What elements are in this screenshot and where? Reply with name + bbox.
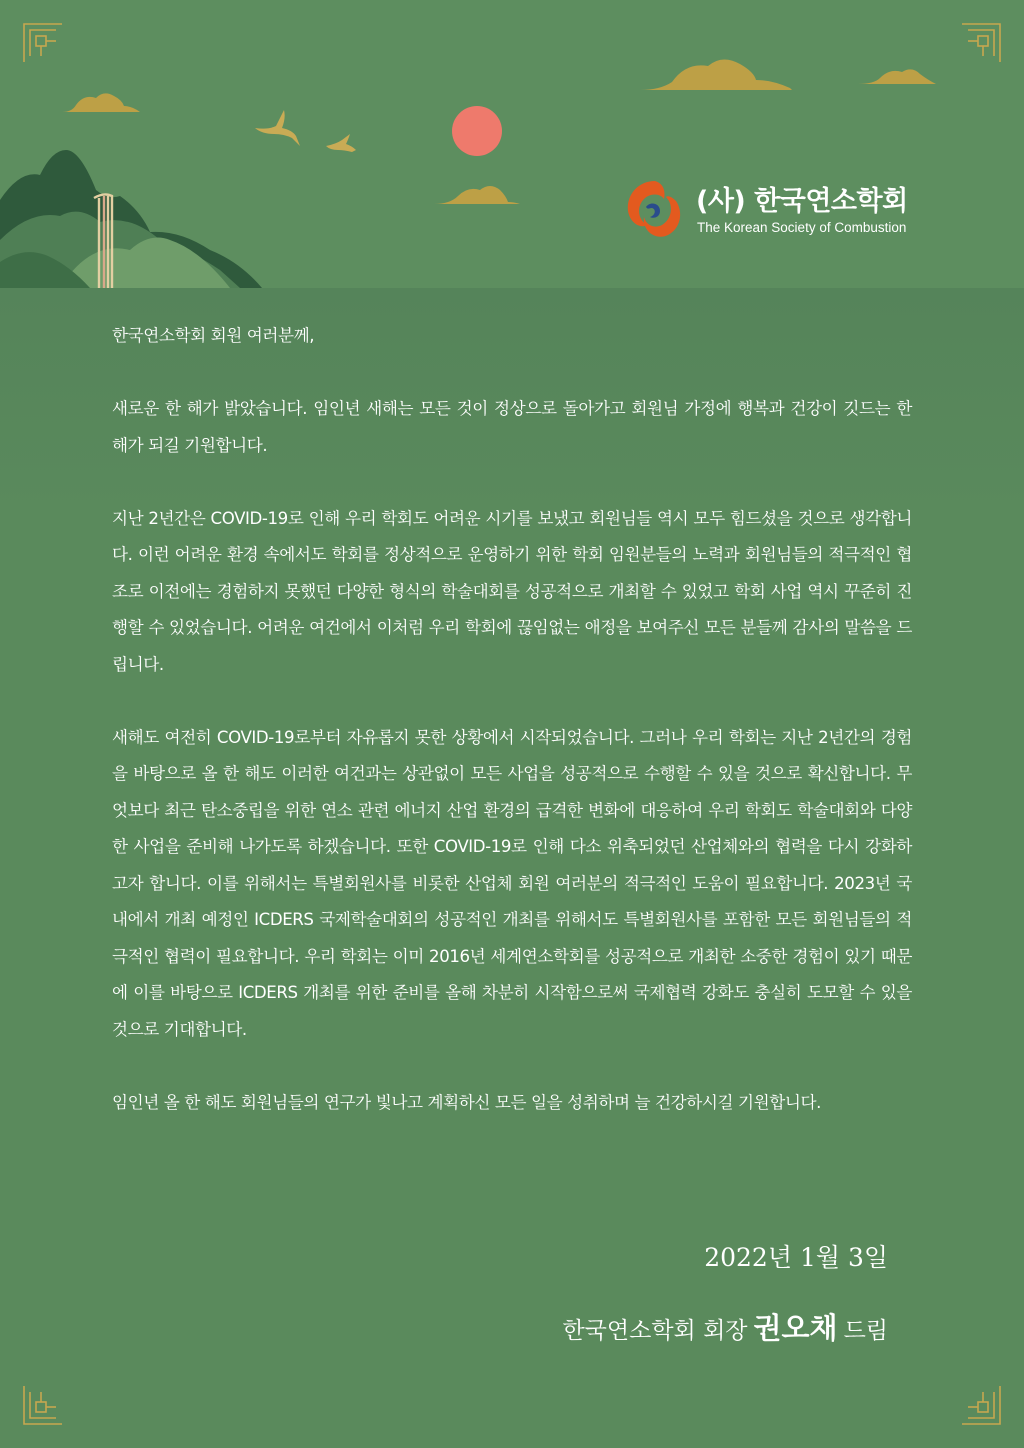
signature-title: 한국연소학회 회장 xyxy=(562,1318,748,1344)
signature-closing: 드림 xyxy=(843,1318,888,1344)
letter-paragraph: 지난 2년간은 COVID-19로 인해 우리 학회도 어려운 시기를 보냈고 회원님들 역시 모두 힘드셨을 것으로 생각합니다. 이런 어려운 환경 속에서도 학회를 정상적으로 운영하기 위한 학회 임원분들의 노력과 회원님들의 적극적인 협조로 이전에는 경험하지 못했던 다양한 형식의 학술대회를 성공적으로 개최할 수 있었고 학회 사업 역시 꾸준히 진행할 수 있었습니다. 어려운 여건에서 이처럼 우리 학회에 끊임없는 애정을 보여주신 모든 분들께 감사의 말씀을 드립니다. xyxy=(112,508,912,674)
society-name-english: The Korean Society of Combustion xyxy=(697,220,907,235)
corner-ornament-icon xyxy=(22,1384,64,1426)
society-logo-icon xyxy=(622,177,688,243)
society-logo xyxy=(622,175,922,245)
society-name-korean: (사) 한국연소학회 xyxy=(696,186,908,217)
crane-icon xyxy=(255,110,356,152)
letter-date: 2022년 1월 3일 xyxy=(704,1243,888,1272)
corner-ornament-icon xyxy=(22,22,64,64)
signature-name: 권오채 xyxy=(753,1311,838,1345)
letter-paragraph: 새해도 여전히 COVID-19로부터 자유롭지 못한 상황에서 시작되었습니다. 그러나 우리 학회는 지난 2년간의 경험을 바탕으로 올 한 해도 이러한 여건과는 상관없이 모든 사업을 성공적으로 수행할 수 있을 것으로 확신합니다. 무엇보다 최근 탄소중립을 위한 연소 관련 에너지 산업 환경의 급격한 변화에 대응하여 우리 학회도 학술대회와 다양한 사업을 준비해 나가도록 하겠습니다. 또한 COVID-19로 인해 다소 위축되었던 산업체와의 협력을 다시 강화하고자 합니다. 이를 위해서는 특별회원사를 비롯한 산업체 회원 여러분의 적극적인 도움이 필요합니다. 2023년 국내에서 개최 예정인 ICDERS 국제학술대회의 성공적인 개최를 위해서도 특별회원사를 포함한 모든 회원님들의 적극적인 협력이 필요합니다. 우리 학회는 이미 2016년 세계연소학회를 성공적으로 개최한 소중한 경험이 있기 때문에 이를 바탕으로 ICDERS 개최를 위한 준비를 올해 차분히 시작함으로써 국제협력 강화도 충실히 도모할 수 있을 것으로 기대합니다. xyxy=(112,727,912,1039)
mountain-icon xyxy=(0,150,262,288)
letter-body xyxy=(112,318,912,1158)
letter-paragraph: 임인년 올 한 해도 회원님들의 연구가 빛나고 계획하신 모든 일을 성취하며 늘 건강하시길 기원합니다. xyxy=(112,1092,822,1112)
letter-salutation: 한국연소학회 회원 여러분께, xyxy=(112,326,315,345)
sun-icon xyxy=(452,106,502,156)
corner-ornament-icon xyxy=(960,22,1002,64)
letter-signature xyxy=(562,1306,888,1347)
letter-paragraph: 새로운 한 해가 밝았습니다. 임인년 새해는 모든 것이 정상으로 돌아가고 회원님 가정에 행복과 건강이 깃드는 한 해가 되길 기원합니다. xyxy=(112,399,912,455)
corner-ornament-icon xyxy=(960,1384,1002,1426)
